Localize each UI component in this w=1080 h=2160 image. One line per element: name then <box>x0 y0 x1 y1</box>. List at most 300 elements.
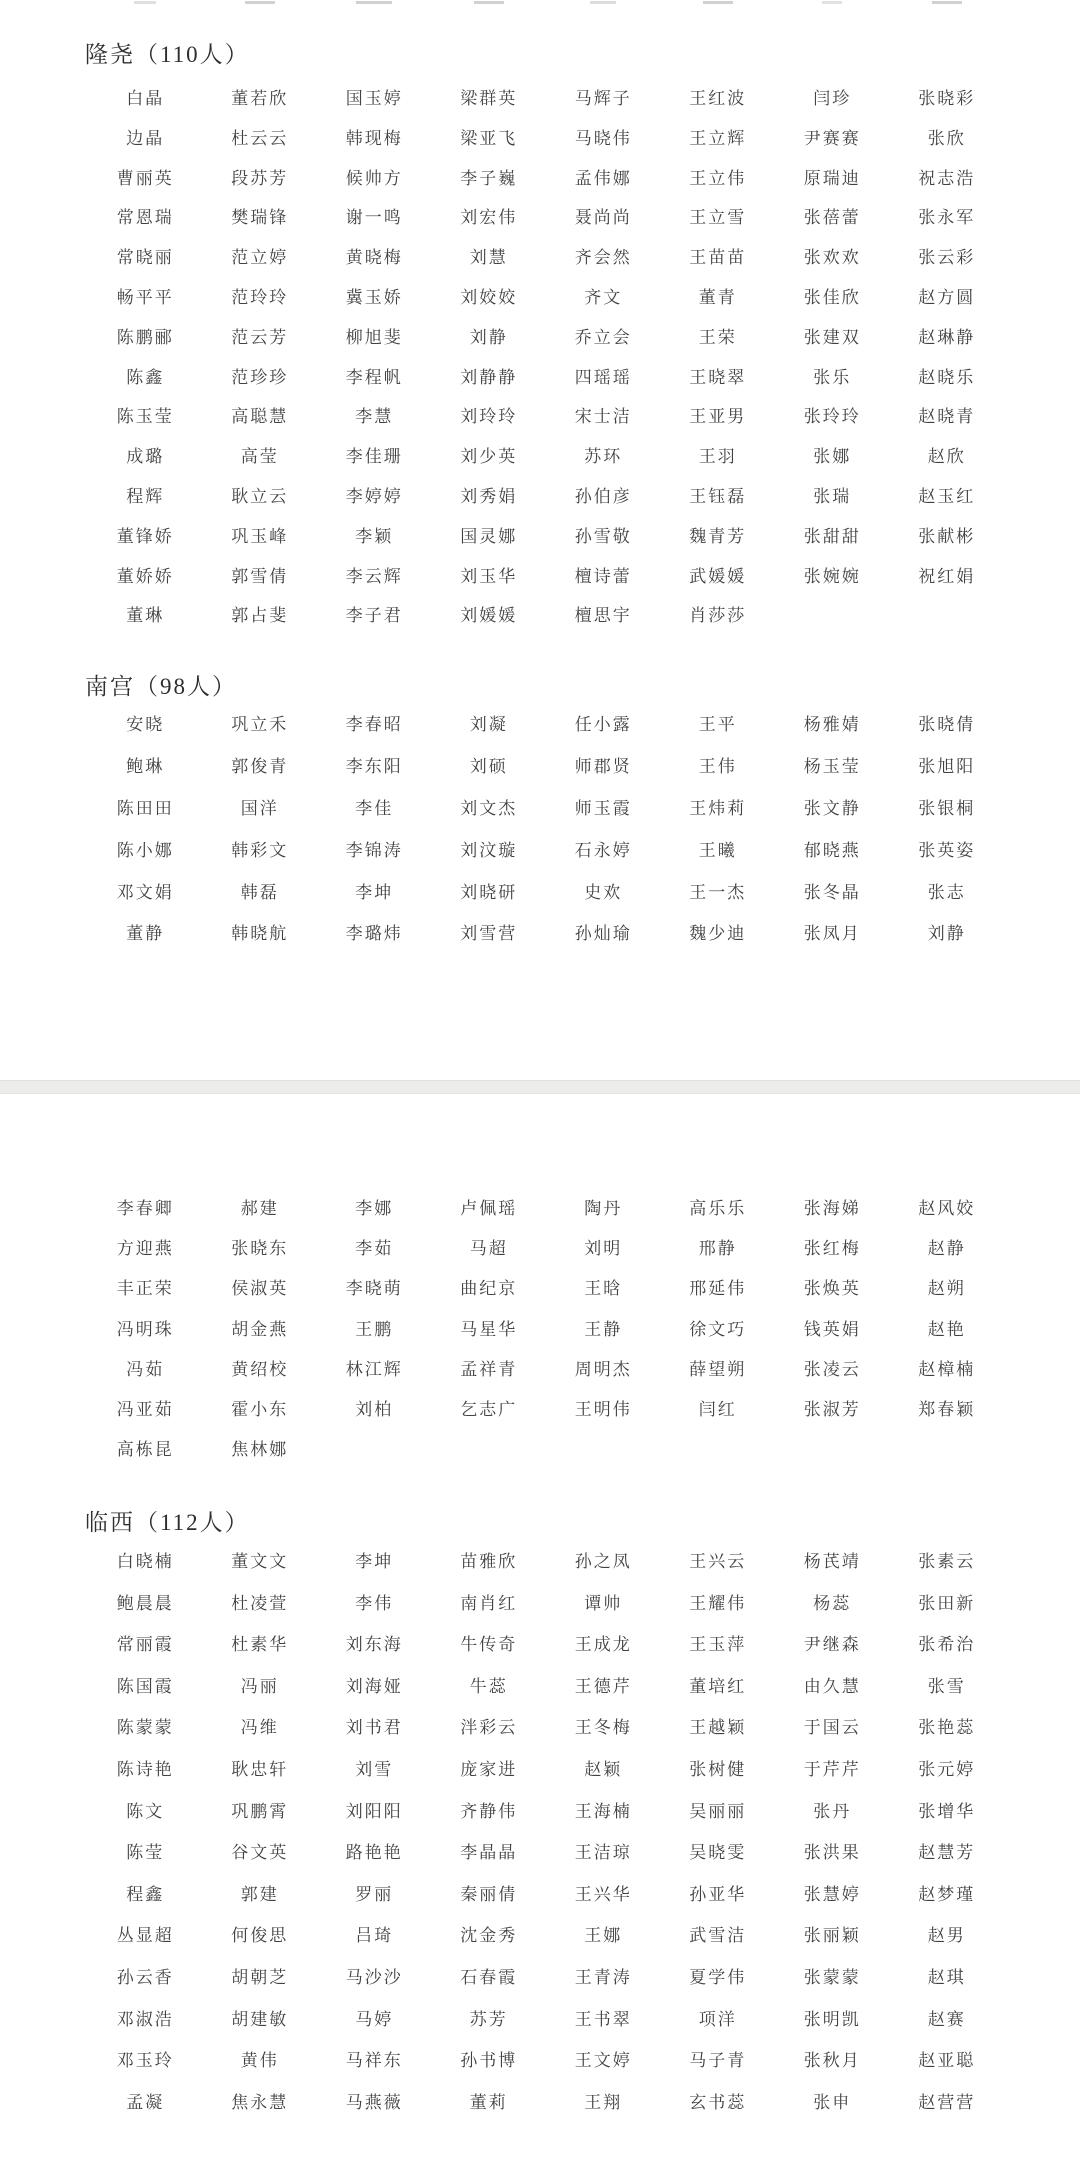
person-name: 王晓翠 <box>689 367 747 387</box>
person-name: 邓文娟 <box>116 882 174 902</box>
person-name: 陈蒙蒙 <box>116 1718 174 1738</box>
person-name: 张佳欣 <box>803 287 861 307</box>
person-name: 宋士洁 <box>574 407 632 427</box>
person-name: 高栋昆 <box>116 1440 174 1460</box>
name-row <box>88 486 1004 526</box>
person-name: 王静 <box>584 1319 623 1339</box>
person-name: 李晓萌 <box>345 1279 403 1299</box>
person-name: 张蓓蕾 <box>803 208 861 228</box>
person-name: 冯维 <box>240 1718 279 1738</box>
person-name: 李晶晶 <box>460 1843 518 1863</box>
name-row <box>88 1967 1004 2009</box>
person-name: 王羽 <box>698 447 737 467</box>
person-name: 王曦 <box>698 840 737 860</box>
person-name: 张丽颖 <box>803 1926 861 1946</box>
name-row <box>88 2050 1004 2092</box>
name-row <box>88 128 1004 168</box>
person-name: 刘汶璇 <box>460 840 518 860</box>
person-name: 王晗 <box>584 1279 623 1299</box>
clipped-glyph-fragment <box>245 1 275 4</box>
person-name: 柳旭斐 <box>345 327 403 347</box>
person-name: 陈玉莹 <box>116 407 174 427</box>
person-name: 李璐炜 <box>345 924 403 944</box>
person-name: 董琳 <box>126 606 165 626</box>
person-name: 焦永慧 <box>231 2092 289 2112</box>
person-name: 胡建敏 <box>231 2009 289 2029</box>
person-name: 郝建 <box>240 1199 279 1218</box>
person-name: 王立辉 <box>689 128 747 148</box>
person-name: 冯丽 <box>240 1676 279 1696</box>
clipped-row-fragments <box>88 0 1004 6</box>
person-name: 邢静 <box>698 1239 737 1259</box>
person-name: 刘海娅 <box>345 1676 403 1696</box>
person-name: 钱英娟 <box>803 1319 861 1339</box>
person-name: 程辉 <box>126 486 165 506</box>
person-name: 吴晓雯 <box>689 1843 747 1863</box>
person-name: 刘宏伟 <box>460 208 518 228</box>
person-name: 刘雪营 <box>460 924 518 944</box>
name-row <box>88 406 1004 446</box>
clipped-glyph-fragment <box>822 1 842 4</box>
person-name: 梁群英 <box>460 89 518 108</box>
name-row <box>88 840 1004 882</box>
person-name: 董培红 <box>689 1676 747 1696</box>
person-name: 马沙沙 <box>345 1967 403 1987</box>
person-name: 孙云香 <box>116 1967 174 1987</box>
person-name: 李茹 <box>355 1239 394 1259</box>
name-row <box>88 1198 1004 1238</box>
person-name: 刘硕 <box>469 756 508 776</box>
person-name: 赵静 <box>927 1239 966 1259</box>
person-name: 黄伟 <box>240 2051 279 2071</box>
person-name: 马子青 <box>689 2051 747 2071</box>
person-name: 李娜 <box>355 1199 394 1218</box>
person-name: 国灵娜 <box>460 526 518 546</box>
name-row <box>88 1884 1004 1926</box>
person-name: 赵朔 <box>927 1279 966 1299</box>
person-name: 王翔 <box>584 2092 623 2112</box>
person-name: 刘玉华 <box>460 566 518 586</box>
person-name: 常恩瑞 <box>116 208 174 228</box>
person-name: 齐静伟 <box>460 1801 518 1821</box>
person-name: 李颖 <box>355 526 394 546</box>
person-name: 程鑫 <box>126 1884 165 1904</box>
person-name: 檀思宇 <box>574 606 632 626</box>
person-name: 王亚男 <box>689 407 747 427</box>
person-name: 张元婷 <box>918 1759 976 1779</box>
person-name: 董莉 <box>469 2092 508 2112</box>
person-name: 范立婷 <box>231 248 289 268</box>
person-name: 李坤 <box>355 1552 394 1571</box>
person-name: 陈国霞 <box>116 1676 174 1696</box>
person-name: 赵梦瑾 <box>918 1884 976 1904</box>
person-name: 邢延伟 <box>689 1279 747 1299</box>
name-row <box>88 207 1004 247</box>
person-name: 范玲玲 <box>231 287 289 307</box>
person-name: 陈鑫 <box>126 367 165 387</box>
person-name: 牛传奇 <box>460 1635 518 1655</box>
name-row <box>88 1925 1004 1967</box>
person-name: 王一杰 <box>689 882 747 902</box>
person-name: 孙书博 <box>460 2051 518 2071</box>
person-name: 李云辉 <box>345 566 403 586</box>
person-name: 魏少迪 <box>689 924 747 944</box>
person-name: 王立伟 <box>689 168 747 188</box>
person-name: 耿立云 <box>231 486 289 506</box>
person-name: 高乐乐 <box>689 1199 747 1218</box>
person-name: 聂尚尚 <box>574 208 632 228</box>
person-name: 董若欣 <box>231 89 289 108</box>
person-name: 鲍晨晨 <box>116 1593 174 1613</box>
person-name: 苏芳 <box>469 2009 508 2029</box>
person-name: 冀玉娇 <box>345 287 403 307</box>
person-name: 赵颖 <box>584 1759 623 1779</box>
person-name: 闫珍 <box>813 89 852 108</box>
person-name: 四瑶瑶 <box>574 367 632 387</box>
person-name: 国玉婷 <box>345 89 403 108</box>
person-name: 于芹芹 <box>803 1759 861 1779</box>
person-name: 胡金燕 <box>231 1319 289 1339</box>
person-name: 赵艳 <box>927 1319 966 1339</box>
person-name: 赵营营 <box>918 2092 976 2112</box>
person-name: 李子巍 <box>460 168 518 188</box>
name-row <box>88 2009 1004 2051</box>
person-name: 赵玉红 <box>918 486 976 506</box>
person-name: 刘雪 <box>355 1759 394 1779</box>
name-grid-linxi <box>88 1551 1004 2133</box>
person-name: 陈田田 <box>116 798 174 818</box>
person-name: 杨蕊 <box>813 1593 852 1613</box>
person-name: 南肖红 <box>460 1593 518 1613</box>
page-separator <box>0 1080 1080 1094</box>
person-name: 巩立禾 <box>231 715 289 734</box>
person-name: 胡朝芝 <box>231 1967 289 1987</box>
person-name: 石永婷 <box>574 840 632 860</box>
person-name: 赵亚聪 <box>918 2051 976 2071</box>
person-name: 张增华 <box>918 1801 976 1821</box>
person-name: 梁亚飞 <box>460 128 518 148</box>
page-2 <box>0 1094 1080 2160</box>
person-name: 孟祥青 <box>460 1359 518 1379</box>
name-row <box>88 1551 1004 1593</box>
person-name: 董静 <box>126 924 165 944</box>
person-name: 曲纪京 <box>460 1279 518 1299</box>
person-name: 吕琦 <box>355 1926 394 1946</box>
person-name: 郑春颖 <box>918 1399 976 1419</box>
person-name: 林江辉 <box>345 1359 403 1379</box>
name-row <box>88 605 1004 645</box>
person-name: 王海楠 <box>574 1801 632 1821</box>
person-name: 王冬梅 <box>574 1718 632 1738</box>
person-name: 王娜 <box>584 1926 623 1946</box>
person-name: 冯亚茹 <box>116 1399 174 1419</box>
person-name: 李婷婷 <box>345 486 403 506</box>
person-name: 张欣 <box>927 128 966 148</box>
person-name: 刘姣姣 <box>460 287 518 307</box>
person-name: 李坤 <box>355 882 394 902</box>
person-name: 苏环 <box>584 447 623 467</box>
person-name: 刘书君 <box>345 1718 403 1738</box>
person-name: 张艳蕊 <box>918 1718 976 1738</box>
person-name: 赵男 <box>927 1926 966 1946</box>
name-row <box>88 247 1004 287</box>
empty-cell <box>890 1439 1005 1479</box>
name-row <box>88 1634 1004 1676</box>
person-name: 齐文 <box>584 287 623 307</box>
person-name: 孙伯彦 <box>574 486 632 506</box>
person-name: 张焕英 <box>803 1279 861 1299</box>
person-name: 薛望朔 <box>689 1359 747 1379</box>
person-name: 董青 <box>698 287 737 307</box>
name-row <box>88 566 1004 606</box>
person-name: 周明杰 <box>574 1359 632 1379</box>
person-name: 尹赛赛 <box>803 128 861 148</box>
person-name: 王炜莉 <box>689 798 747 818</box>
empty-cell <box>432 1439 547 1479</box>
person-name: 郭雪倩 <box>231 566 289 586</box>
person-name: 张淑芳 <box>803 1399 861 1419</box>
person-name: 张丹 <box>813 1801 852 1821</box>
name-row <box>88 287 1004 327</box>
person-name: 陈莹 <box>126 1843 165 1863</box>
person-name: 项洋 <box>698 2009 737 2029</box>
name-row <box>88 1801 1004 1843</box>
person-name: 丰正荣 <box>116 1279 174 1299</box>
person-name: 肖莎莎 <box>689 606 747 626</box>
person-name: 乞志广 <box>460 1399 518 1419</box>
person-name: 杨芪靖 <box>803 1552 861 1571</box>
person-name: 畅平平 <box>116 287 174 307</box>
person-name: 乔立会 <box>574 327 632 347</box>
person-name: 张银桐 <box>918 798 976 818</box>
person-name: 李伟 <box>355 1593 394 1613</box>
person-name: 李东阳 <box>345 756 403 776</box>
person-name: 张晓倩 <box>918 715 976 734</box>
person-name: 张树健 <box>689 1759 747 1779</box>
person-name: 赵风姣 <box>918 1199 976 1218</box>
person-name: 卢佩瑶 <box>460 1199 518 1218</box>
person-name: 于国云 <box>803 1718 861 1738</box>
person-name: 常丽霞 <box>116 1635 174 1655</box>
person-name: 张凤月 <box>803 924 861 944</box>
person-name: 夏学伟 <box>689 1967 747 1987</box>
person-name: 秦丽倩 <box>460 1884 518 1904</box>
person-name: 耿忠轩 <box>231 1759 289 1779</box>
clipped-glyph-fragment <box>356 1 392 4</box>
person-name: 张永军 <box>918 208 976 228</box>
person-name: 王耀伟 <box>689 1593 747 1613</box>
person-name: 孟伟娜 <box>574 168 632 188</box>
person-name: 王鹏 <box>355 1319 394 1339</box>
person-name: 师玉霞 <box>574 798 632 818</box>
name-row <box>88 1319 1004 1359</box>
person-name: 刘东海 <box>345 1635 403 1655</box>
person-name: 冯茹 <box>126 1359 165 1379</box>
person-name: 张凌云 <box>803 1359 861 1379</box>
person-name: 杜云云 <box>231 128 289 148</box>
person-name: 王平 <box>698 715 737 734</box>
person-name: 韩磊 <box>240 882 279 902</box>
person-name: 董娇娇 <box>116 566 174 586</box>
person-name: 郁晓燕 <box>803 840 861 860</box>
person-name: 张明凯 <box>803 2009 861 2029</box>
person-name: 赵琳静 <box>918 327 976 347</box>
person-name: 成璐 <box>126 447 165 467</box>
person-name: 刘晓研 <box>460 882 518 902</box>
person-name: 王越颖 <box>689 1718 747 1738</box>
person-name: 方迎燕 <box>116 1239 174 1259</box>
person-name: 郭俊青 <box>231 756 289 776</box>
person-name: 王青涛 <box>574 1967 632 1987</box>
person-name: 李佳珊 <box>345 447 403 467</box>
person-name: 张雪 <box>927 1676 966 1696</box>
person-name: 王红波 <box>689 89 747 108</box>
person-name: 孙灿瑜 <box>574 924 632 944</box>
person-name: 马辉子 <box>574 89 632 108</box>
person-name: 陈文 <box>126 1801 165 1821</box>
person-name: 张晓彩 <box>918 89 976 108</box>
person-name: 常晓丽 <box>116 248 174 268</box>
person-name: 郭建 <box>240 1884 279 1904</box>
person-name: 张文静 <box>803 798 861 818</box>
empty-cell <box>890 605 1005 645</box>
person-name: 巩鹏霄 <box>231 1801 289 1821</box>
person-name: 赵欣 <box>927 447 966 467</box>
person-name: 张田新 <box>918 1593 976 1613</box>
person-name: 王玉萍 <box>689 1635 747 1655</box>
person-name: 张海娣 <box>803 1199 861 1218</box>
person-name: 由久慧 <box>803 1676 861 1696</box>
person-name: 马星华 <box>460 1319 518 1339</box>
person-name: 尹继森 <box>803 1635 861 1655</box>
name-grid-longyao <box>88 88 1004 645</box>
person-name: 刘秀娟 <box>460 486 518 506</box>
person-name: 边晶 <box>126 128 165 148</box>
person-name: 张冬晶 <box>803 882 861 902</box>
clipped-glyph-fragment <box>932 1 962 4</box>
person-name: 侯淑英 <box>231 1279 289 1299</box>
person-name: 马超 <box>469 1239 508 1259</box>
section-header-linxi: 临西（112人） <box>85 1510 250 1535</box>
person-name: 王立雪 <box>689 208 747 228</box>
person-name: 李佳 <box>355 798 394 818</box>
name-row <box>88 798 1004 840</box>
section-header-longyao: 隆尧（110人） <box>85 42 250 67</box>
person-name: 赵慧芳 <box>918 1843 976 1863</box>
person-name: 王洁琼 <box>574 1843 632 1863</box>
person-name: 孙雪敬 <box>574 526 632 546</box>
name-row <box>88 1399 1004 1439</box>
name-row <box>88 882 1004 924</box>
person-name: 安晓 <box>126 715 165 734</box>
person-name: 马燕薇 <box>345 2092 403 2112</box>
person-name: 赵赛 <box>927 2009 966 2029</box>
person-name: 赵晓乐 <box>918 367 976 387</box>
name-row <box>88 1593 1004 1635</box>
person-name: 王文婷 <box>574 2051 632 2071</box>
person-name: 陶丹 <box>584 1199 623 1218</box>
person-name: 董锋娇 <box>116 526 174 546</box>
empty-cell <box>775 1439 890 1479</box>
person-name: 杨玉莹 <box>803 756 861 776</box>
person-name: 王书翠 <box>574 2009 632 2029</box>
name-grid-nangong-continued <box>88 1198 1004 1479</box>
person-name: 谭帅 <box>584 1593 623 1613</box>
person-name: 陈诗艳 <box>116 1759 174 1779</box>
empty-cell <box>775 605 890 645</box>
person-name: 张玲玲 <box>803 407 861 427</box>
person-name: 刘阳阳 <box>345 1801 403 1821</box>
person-name: 杜素华 <box>231 1635 289 1655</box>
person-name: 张献彬 <box>918 526 976 546</box>
person-name: 祝志浩 <box>918 168 976 188</box>
person-name: 李程帆 <box>345 367 403 387</box>
person-name: 曹丽英 <box>116 168 174 188</box>
person-name: 韩彩文 <box>231 840 289 860</box>
person-name: 黄晓梅 <box>345 248 403 268</box>
name-row <box>88 1278 1004 1318</box>
person-name: 张甜甜 <box>803 526 861 546</box>
person-name: 赵方圆 <box>918 287 976 307</box>
name-row <box>88 327 1004 367</box>
person-name: 郭占斐 <box>231 606 289 626</box>
person-name: 魏青芳 <box>689 526 747 546</box>
person-name: 苗雅欣 <box>460 1552 518 1571</box>
person-name: 牛蕊 <box>469 1676 508 1696</box>
person-name: 杨雅婧 <box>803 715 861 734</box>
person-name: 李春卿 <box>116 1199 174 1218</box>
person-name: 高莹 <box>240 447 279 467</box>
person-name: 冯明珠 <box>116 1319 174 1339</box>
person-name: 祝红娟 <box>918 566 976 586</box>
person-name: 董文文 <box>231 1552 289 1571</box>
person-name: 焦林娜 <box>231 1440 289 1460</box>
person-name: 赵晓青 <box>918 407 976 427</box>
person-name: 张娜 <box>813 447 852 467</box>
person-name: 张英姿 <box>918 840 976 860</box>
person-name: 王兴华 <box>574 1884 632 1904</box>
name-row <box>88 88 1004 128</box>
person-name: 王明伟 <box>574 1399 632 1419</box>
person-name: 孟凝 <box>126 2092 165 2112</box>
person-name: 陈小娜 <box>116 840 174 860</box>
person-name: 赵琪 <box>927 1967 966 1987</box>
clipped-glyph-fragment <box>590 1 616 4</box>
person-name: 王成龙 <box>574 1635 632 1655</box>
person-name: 张洪果 <box>803 1843 861 1863</box>
person-name: 任小露 <box>574 715 632 734</box>
person-name: 刘少英 <box>460 447 518 467</box>
name-row <box>88 526 1004 566</box>
person-name: 刘静静 <box>460 367 518 387</box>
clipped-glyph-fragment <box>474 1 504 4</box>
person-name: 张婉婉 <box>803 566 861 586</box>
person-name: 国洋 <box>240 798 279 818</box>
person-name: 张乐 <box>813 367 852 387</box>
person-name: 李子君 <box>345 606 403 626</box>
person-name: 候帅方 <box>345 168 403 188</box>
person-name: 刘慧 <box>469 248 508 268</box>
person-name: 巩玉峰 <box>231 526 289 546</box>
person-name: 王荣 <box>698 327 737 347</box>
person-name: 武媛媛 <box>689 566 747 586</box>
person-name: 孙亚华 <box>689 1884 747 1904</box>
empty-cell <box>546 1439 661 1479</box>
name-row <box>88 446 1004 486</box>
person-name: 马晓伟 <box>574 128 632 148</box>
person-name: 韩晓航 <box>231 924 289 944</box>
person-name: 刘明 <box>584 1239 623 1259</box>
